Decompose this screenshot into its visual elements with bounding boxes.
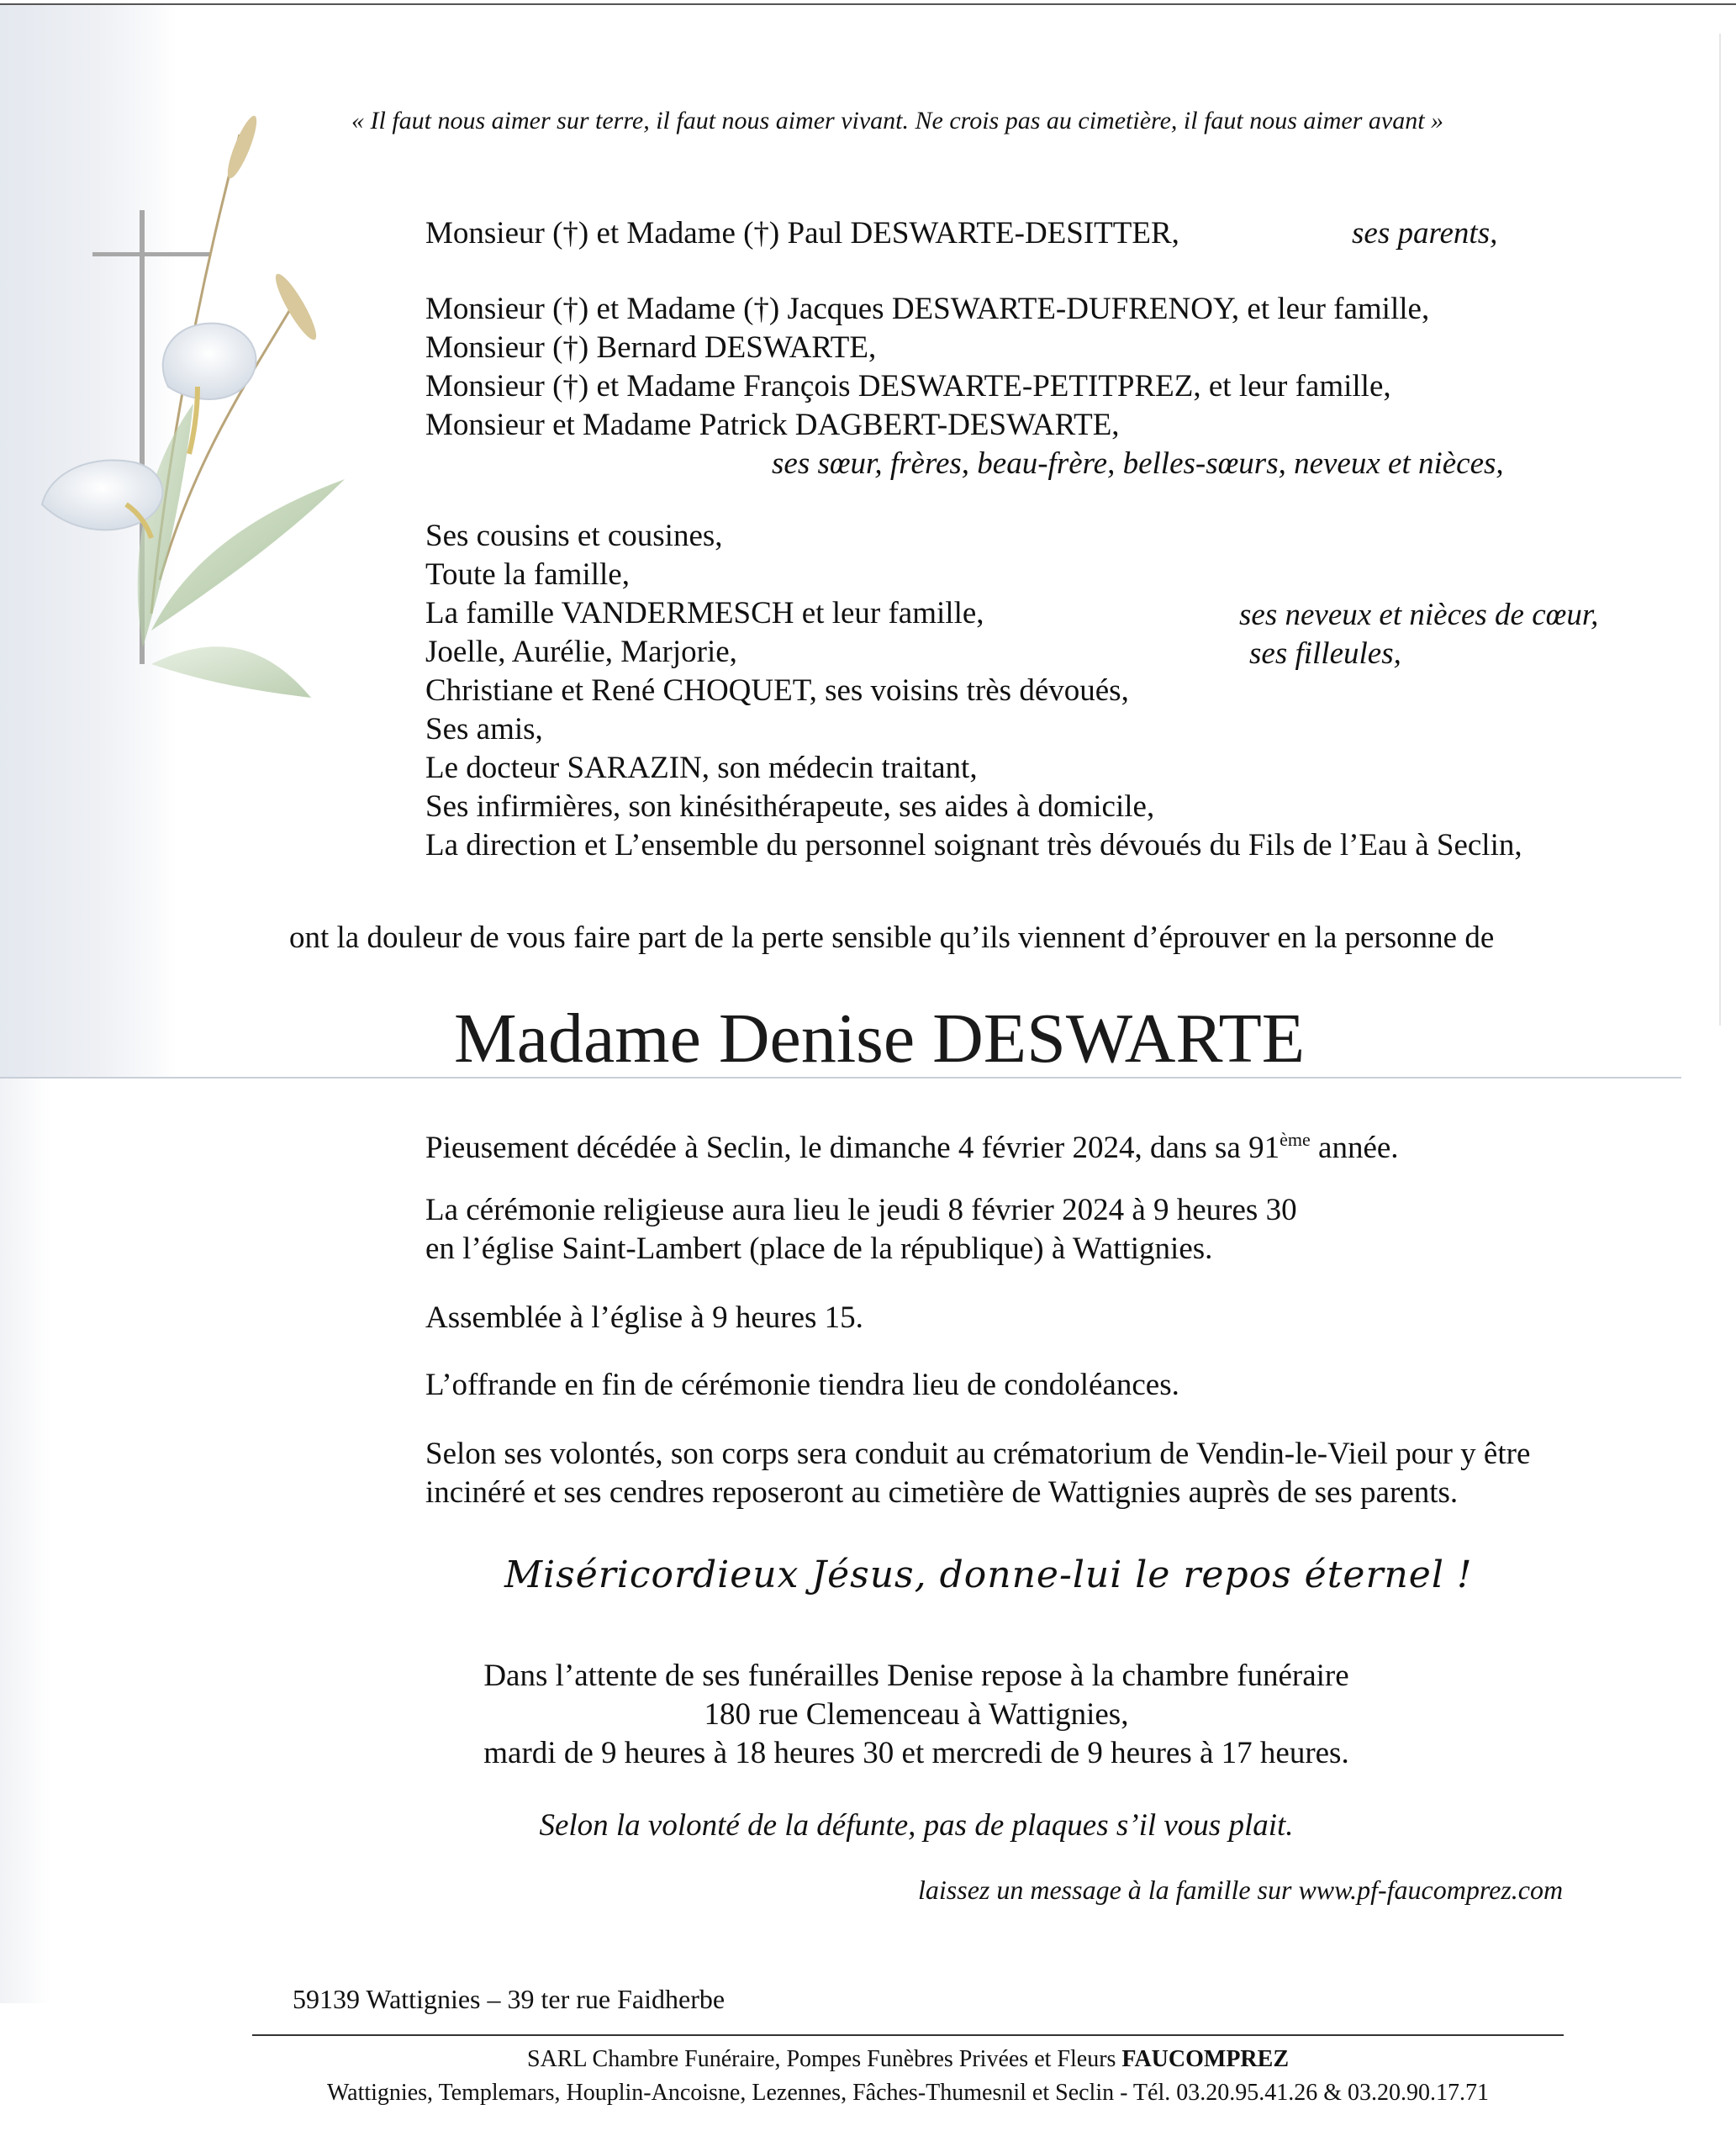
family-line: Ses amis, bbox=[425, 712, 543, 746]
family-line: Ses cousins et cousines, bbox=[425, 519, 723, 553]
assembly-line: Assemblée à l’église à 9 heures 15. bbox=[425, 1300, 863, 1335]
no-plaques-note: Selon la volonté de la défunte, pas de plaques s’il vous plait. bbox=[539, 1808, 1294, 1843]
family-line: Toute la famille, bbox=[425, 557, 630, 592]
family-line: Joelle, Aurélie, Marjorie, bbox=[425, 635, 737, 669]
siblings-role: ses sœur, frères, beau-frère, belles-sœurs, neveux et nièces, bbox=[772, 446, 1504, 481]
message-link[interactable]: laissez un message à la famille sur www.pf-faucomprez.com bbox=[918, 1875, 1564, 1905]
opening-quote: « Il faut nous aimer sur terre, il faut nous aimer vivant. Ne crois pas au cimetière, il faut nous aimer avant » bbox=[351, 107, 1444, 134]
announcement-line: ont la douleur de vous faire part de la perte sensible qu’ils viennent d’éprouver en la personne de bbox=[289, 920, 1495, 955]
sibling-line: Monsieur (†) et Madame François DESWARTE-PETITPREZ, et leur famille, bbox=[425, 369, 1391, 404]
filleules-role: ses filleules, bbox=[1249, 636, 1401, 671]
footer-divider bbox=[252, 2034, 1564, 2036]
vandermesch-role: ses neveux et nièces de cœur, bbox=[1239, 598, 1599, 632]
death-text-end: année. bbox=[1310, 1131, 1399, 1165]
cremation-line: incinéré et ses cendres reposeront au cimetière de Wattignies auprès de ses parents. bbox=[425, 1475, 1459, 1510]
death-line bbox=[425, 1121, 1399, 1167]
sibling-line: Monsieur (†) Bernard DESWARTE, bbox=[425, 330, 877, 365]
ceremony-line: en l’église Saint-Lambert (place de la république) à Wattignies. bbox=[425, 1232, 1213, 1266]
death-superscript: ème bbox=[1280, 1129, 1311, 1150]
sibling-line: Monsieur et Madame Patrick DAGBERT-DESWARTE, bbox=[425, 408, 1120, 442]
prayer-line: Miséricordieux Jésus, donne-lui le repos éternel ! bbox=[504, 1553, 1473, 1596]
footer-company bbox=[252, 2041, 1564, 2078]
cremation-line: Selon ses volontés, son corps sera conduit au crématorium de Vendin-le-Vieil pour y être bbox=[425, 1437, 1531, 1471]
family-address: 59139 Wattignies – 39 ter rue Faidherbe bbox=[293, 1984, 726, 2014]
funeral-room-line: 180 rue Clemenceau à Wattignies, bbox=[704, 1697, 1129, 1732]
family-line: La direction et L’ensemble du personnel soignant très dévoués du Fils de l’Eau à Seclin, bbox=[425, 828, 1522, 862]
funeral-room-line: Dans l’attente de ses funérailles Denise repose à la chambre funéraire bbox=[483, 1659, 1349, 1693]
top-border bbox=[0, 3, 1736, 5]
family-line: Ses infirmières, son kinésithérapeute, ses aides à domicile, bbox=[425, 789, 1155, 824]
footer-company-prefix: SARL Chambre Funéraire, Pompes Funèbres Privées et Fleurs bbox=[527, 2046, 1122, 2072]
right-edge bbox=[1719, 34, 1721, 1026]
funeral-room-line: mardi de 9 heures à 18 heures 30 et mercredi de 9 heures à 17 heures. bbox=[483, 1736, 1349, 1770]
family-line: Le docteur SARAZIN, son médecin traitant, bbox=[425, 751, 978, 785]
sibling-line: Monsieur (†) et Madame (†) Jacques DESWARTE-DUFRENOY, et leur famille, bbox=[425, 292, 1430, 326]
death-text: Pieusement décédée à Seclin, le dimanche 4 février 2024, dans sa 91 bbox=[425, 1131, 1280, 1165]
parents-role: ses parents, bbox=[1352, 216, 1498, 251]
offering-line: L’offrande en fin de cérémonie tiendra lieu de condoléances. bbox=[425, 1368, 1179, 1402]
family-line: Christiane et René CHOQUET, ses voisins très dévoués, bbox=[425, 673, 1129, 708]
parents-line: Monsieur (†) et Madame (†) Paul DESWARTE-DESITTER, bbox=[425, 216, 1179, 251]
cross-lily-illustration-icon bbox=[25, 109, 361, 715]
decorative-sidebar-lower bbox=[0, 1079, 50, 2003]
footer-locations: Wattignies, Templemars, Houplin-Ancoisne, Lezennes, Fâches-Thumesnil et Seclin - Tél. 03.20.95.41.26 & 03.20.90.17.71 bbox=[326, 2080, 1490, 2106]
deceased-name: Madame Denise DESWARTE bbox=[454, 1000, 1306, 1078]
family-line: La famille VANDERMESCH et leur famille, bbox=[425, 596, 984, 630]
footer-company-name: FAUCOMPREZ bbox=[1121, 2046, 1289, 2072]
ceremony-line: La cérémonie religieuse aura lieu le jeudi 8 février 2024 à 9 heures 30 bbox=[425, 1193, 1297, 1227]
